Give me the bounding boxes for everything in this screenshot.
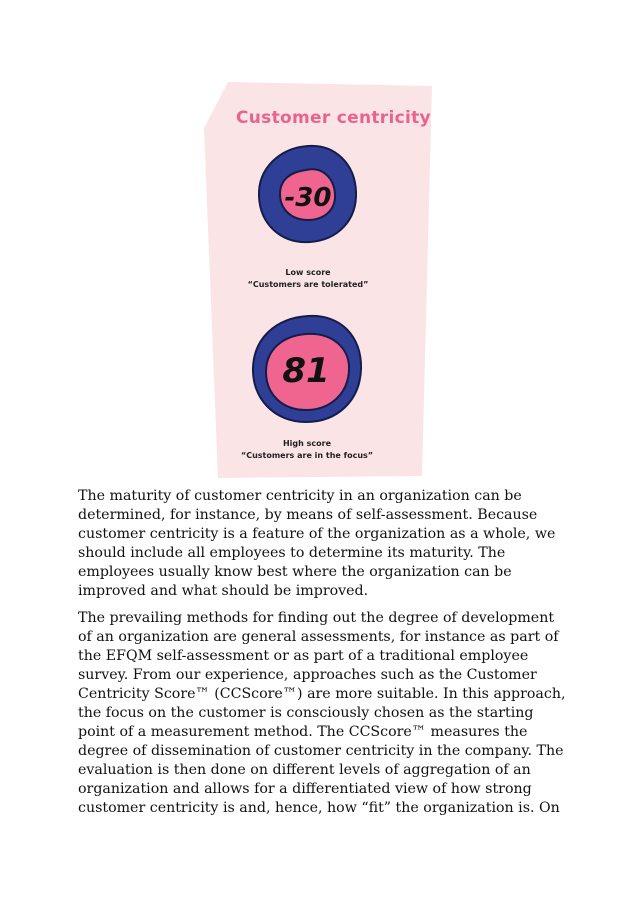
paragraph-methods: The prevailing methods for finding out the degree of development of an organization are general assessments, for instance as part of the EFQM self-assessment or as part of a traditional employee survey. From our experience, approaches such as the Customer Centricity Score™ (CCScore™) are more suitable. In this approach, the focus on the customer is consciously chosen as the starting point of a measurement method. The CCScore™ measures the degree of dissemination of customer centricity in the company. The evaluation is then done on different levels of aggregation of an organization and allows for a differentiated view of how strong customer centricity is and, hence, how “fit” the organization is. On	[78, 610, 566, 816]
low-score-value: -30	[284, 183, 332, 213]
high-score-badge	[253, 316, 361, 422]
paragraph-maturity: The maturity of customer centricity in an organization can be determined, for instance, by means of self-assessment. Because customer centricity is a feature of the organization as a whole, we should include all employees to determine its maturity. The employees usually know best where the organization can be improved and what should be improved.	[78, 488, 556, 599]
high-score-value: 81	[282, 351, 330, 391]
low-score-label: Low score	[285, 268, 331, 277]
high-score-label: High score	[282, 439, 332, 448]
customer-centricity-illustration	[200, 80, 436, 480]
illustration-title: Customer centricity	[236, 108, 431, 128]
low-score-quote: “Customers are tolerated”	[247, 280, 369, 289]
high-score-quote: “Customers are in the focus”	[240, 451, 374, 460]
body-text	[78, 487, 568, 826]
low-score-badge	[259, 146, 356, 242]
